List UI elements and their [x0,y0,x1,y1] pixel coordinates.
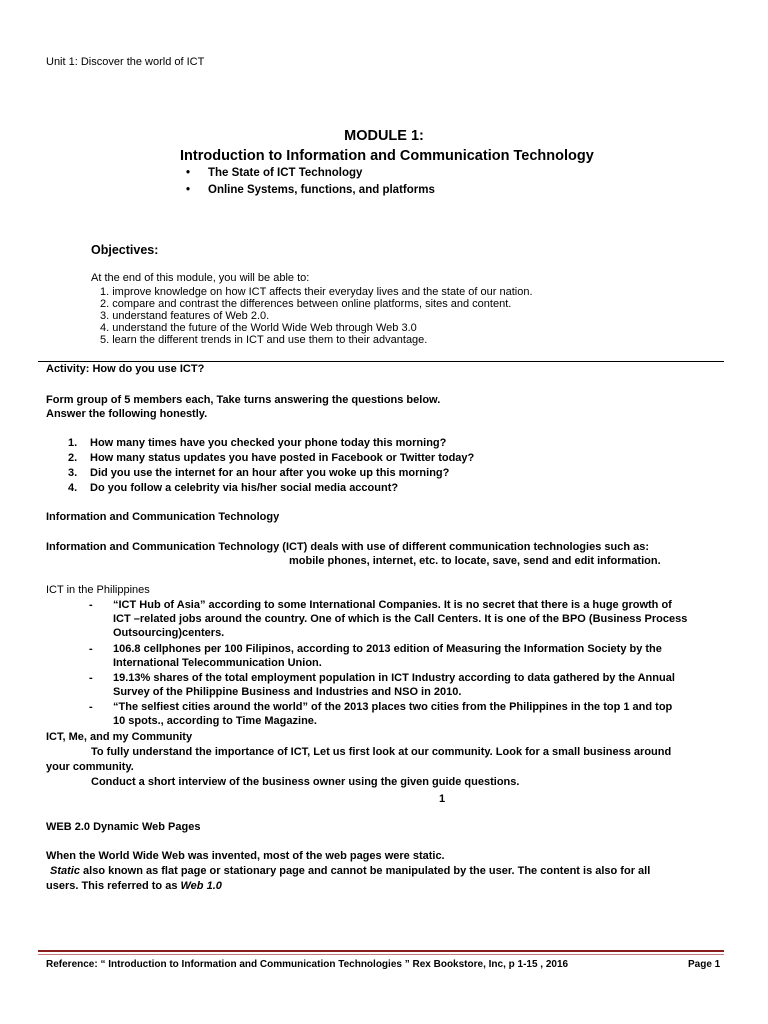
web1-prefix: users. This referred to as [46,880,181,892]
bullet-icon: • [186,167,191,179]
footer-reference: Reference: “ Introduction to Information and Communication Technologies ” Rex Bookstore, Inc, p 1-15 , 2016 [46,959,569,970]
community-text: To fully understand the importance of ICT, Let us first look at our community. Look for a small business around [91,746,672,758]
ict-definition-cont: mobile phones, internet, etc. to locate, save, send and edit information. [289,555,661,567]
question-item [68,451,475,465]
question-item [68,481,399,495]
web1-line [46,879,222,893]
question-text: How many times have you checked your phone today this morning? [90,437,447,449]
module-heading: MODULE 1: [344,128,424,144]
static-term: Static [50,865,80,877]
dash-marker: - [89,672,93,684]
question-number: 3. [68,467,78,479]
topic-item [186,167,363,179]
item-line: Outsourcing)centers. [113,627,225,639]
objectives-heading: Objectives: [91,243,159,257]
footer-rule [38,950,724,952]
dash-marker: - [89,599,93,611]
web1-term: Web 1.0 [180,880,222,892]
community-instruction: Conduct a short interview of the business owner using the given guide questions. [91,776,520,788]
question-number: 1. [68,437,78,449]
philippines-heading: ICT in the Philippines [46,584,150,596]
question-text: Did you use the internet for an hour after you woke up this morning? [90,467,450,479]
item-line: 10 spots., according to Time Magazine. [113,715,317,727]
topic-label: The State of ICT Technology [208,167,363,179]
page-marker: 1 [439,793,446,805]
topic-item [186,184,435,196]
topic-label: Online Systems, functions, and platforms [208,184,435,196]
dash-marker: - [89,701,93,713]
item-line: International Telecommunication Union. [113,657,322,669]
ict-heading: Information and Communication Technology [46,511,280,523]
item-line: ICT –related jobs around the country. One of which is the Call Centers. It is one of the BPO (Business Process [113,613,688,625]
ict-definition: Information and Communication Technology (ICT) deals with use of different communication technologies such as: [46,541,650,553]
unit-title: Unit 1: Discover the world of ICT [46,56,205,68]
question-number: 2. [68,452,78,464]
philippines-item [89,598,688,640]
objective-item: 2. compare and contrast the differences between online platforms, sites and content. [100,298,512,310]
objectives-intro: At the end of this module, you will be able to: [91,272,310,284]
question-text: Do you follow a celebrity via his/her social media account? [90,482,399,494]
item-line: “ICT Hub of Asia” according to some International Companies. It is no secret that there is a huge growth of [113,599,672,611]
objective-item: 4. understand the future of the World Wide Web through Web 3.0 [100,322,417,334]
web2-static-line [50,864,650,878]
dash-marker: - [89,643,93,655]
question-number: 4. [68,482,78,494]
objective-item: 1. improve knowledge on how ICT affects their everyday lives and the state of our nation. [100,286,533,298]
item-line: “The selfiest cities around the world” of the 2013 places two cities from the Philippines in the top 1 and top [113,701,673,713]
item-line: 19.13% shares of the total employment population in ICT Industry according to data gathered by the Annual [113,672,675,684]
bullet-icon: • [186,184,191,196]
philippines-item [89,671,675,699]
static-desc: also known as flat page or stationary page and cannot be manipulated by the user. The content is also for all [79,865,651,877]
web2-heading: WEB 2.0 Dynamic Web Pages [46,821,201,833]
activity-instruction: Form group of 5 members each, Take turns answering the questions below. [46,394,441,406]
item-line: 106.8 cellphones per 100 Filipinos, according to 2013 edition of Measuring the Information Society by the [113,643,662,655]
item-line: Survey of the Philippine Business and Industries and NSO in 2010. [113,686,462,698]
question-item [68,466,450,480]
philippines-item [89,700,673,728]
question-text: How many status updates you have posted in Facebook or Twitter today? [90,452,475,464]
objective-item: 5. learn the different trends in ICT and use them to their advantage. [100,334,428,346]
web2-text: When the World Wide Web was invented, most of the web pages were static. [46,850,445,862]
question-item [68,436,447,450]
activity-title: Activity: How do you use ICT? [46,363,205,375]
module-title: Introduction to Information and Communication Technology [180,148,594,164]
footer-page-number: Page 1 [688,959,721,970]
philippines-item [89,642,662,670]
objective-item: 3. understand features of Web 2.0. [100,310,270,322]
activity-instruction: Answer the following honestly. [46,408,208,420]
footer-rule-thin [38,954,724,955]
community-text-cont: your community. [46,761,134,773]
community-heading: ICT, Me, and my Community [46,731,193,743]
